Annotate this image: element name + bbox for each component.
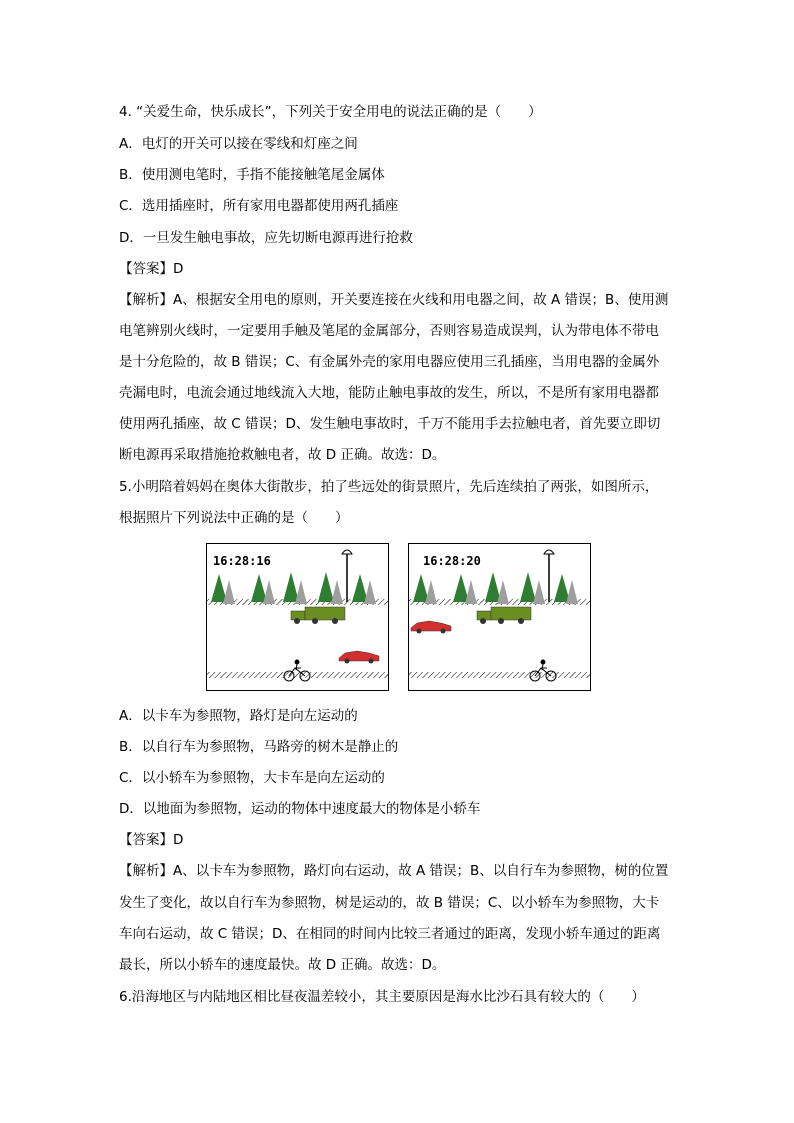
q4-option-d: D．一旦发生触电事故，应先切断电源再进行抢救 — [119, 230, 413, 246]
q5-stem-line-1: 5.小明陪着妈妈在奥体大街散步，拍了些远处的街景照片，先后连续拍了两张，如图所示， — [119, 479, 659, 495]
q5-analysis-label: 【解析】 — [119, 863, 173, 879]
street-photos-figure — [206, 543, 590, 691]
car-icon — [411, 621, 451, 634]
q4-analysis-line-2: 电笔辨别火线时，一定要用手触及笔尾的金属部分，否则容易造成误判，认为带电体不带电 — [119, 323, 659, 339]
q5-analysis-line-1 — [119, 861, 668, 881]
q4-analysis-line-3: 是十分危险的，故 B 错误；C、有金属外壳的家用电器应使用三孔插座，当用电器的金属外 — [119, 354, 660, 370]
q4-option-b: B．使用测电笔时，手指不能接触笔尾金属体 — [119, 167, 385, 183]
q5-option-c: C．以小轿车为参照物，大卡车是向左运动的 — [119, 770, 385, 786]
q4-stem: 4. “关爱生命，快乐成长”，下列关于安全用电的说法正确的是（ ） — [119, 104, 542, 120]
q5-analysis-line-3: 车向右运动，故 C 错误；D、在相同的时间内比较三者通过的距离，发现小轿车通过的距离 — [119, 926, 661, 942]
q4-analysis-line-5: 使用两孔插座，故 C 错误；D、发生触电事故时，千万不能用手去拉触电者，首先要立即切 — [119, 416, 661, 432]
q4-analysis-line-1 — [119, 290, 668, 310]
q5-analysis-line-4: 最长，所以小轿车的速度最快。故 D 正确。故选：D。 — [119, 957, 446, 973]
street-photo-2 — [408, 543, 591, 691]
q5-analysis-line-2: 发生了变化，故以自行车为参照物，树是运动的，故 B 错误；C、以小轿车为参照物，大卡 — [119, 895, 660, 911]
street-lamp-icon — [544, 550, 554, 602]
q5-option-b: B．以自行车为参照物，马路旁的树木是静止的 — [119, 739, 399, 755]
photo-2-timestamp: 16:28:20 — [423, 554, 481, 568]
q6-stem: 6.沿海地区与内陆地区相比昼夜温差较小，其主要原因是海水比沙石具有较大的（ ） — [119, 989, 645, 1005]
street-photo-1 — [206, 543, 389, 691]
q4-analysis-text-1: A、根据安全用电的原则，开关要连接在火线和用电器之间，故 A 错误；B、使用测 — [173, 292, 669, 308]
q5-answer — [119, 830, 183, 850]
q4-answer — [119, 259, 183, 279]
q5-answer-label: 【答案】 — [119, 832, 173, 848]
truck-icon — [291, 607, 345, 624]
q4-option-a: A．电灯的开关可以接在零线和灯座之间 — [119, 136, 358, 152]
q4-analysis-label: 【解析】 — [119, 292, 173, 308]
q4-analysis-line-4: 壳漏电时，电流会通过地线流入大地，能防止触电事故的发生，所以，不是所有家用电器都 — [119, 385, 659, 401]
q5-analysis-text-1: A、以卡车为参照物，路灯向右运动，故 A 错误；B、以自行车为参照物，树的位置 — [173, 863, 669, 879]
sidewalk-bottom — [409, 672, 590, 678]
street-lamp-icon — [342, 550, 352, 602]
q5-option-a: A．以卡车为参照物，路灯是向左运动的 — [119, 708, 358, 724]
q5-answer-value: D — [173, 832, 184, 848]
q5-option-d: D．以地面为参照物，运动的物体中速度最大的物体是小轿车 — [119, 801, 481, 817]
truck-icon — [477, 607, 531, 624]
photo-1-timestamp: 16:28:16 — [213, 554, 271, 568]
q4-answer-value: D — [173, 261, 184, 277]
q4-analysis-line-6: 断电源再采取措施抢救触电者，故 D 正确。故选：D。 — [119, 447, 446, 463]
car-icon — [339, 651, 379, 664]
sidewalk-bottom — [207, 672, 388, 678]
q4-answer-label: 【答案】 — [119, 261, 173, 277]
q4-option-c: C．选用插座时，所有家用电器都使用两孔插座 — [119, 198, 399, 214]
q5-stem-line-2: 根据照片下列说法中正确的是（ ） — [119, 510, 349, 526]
